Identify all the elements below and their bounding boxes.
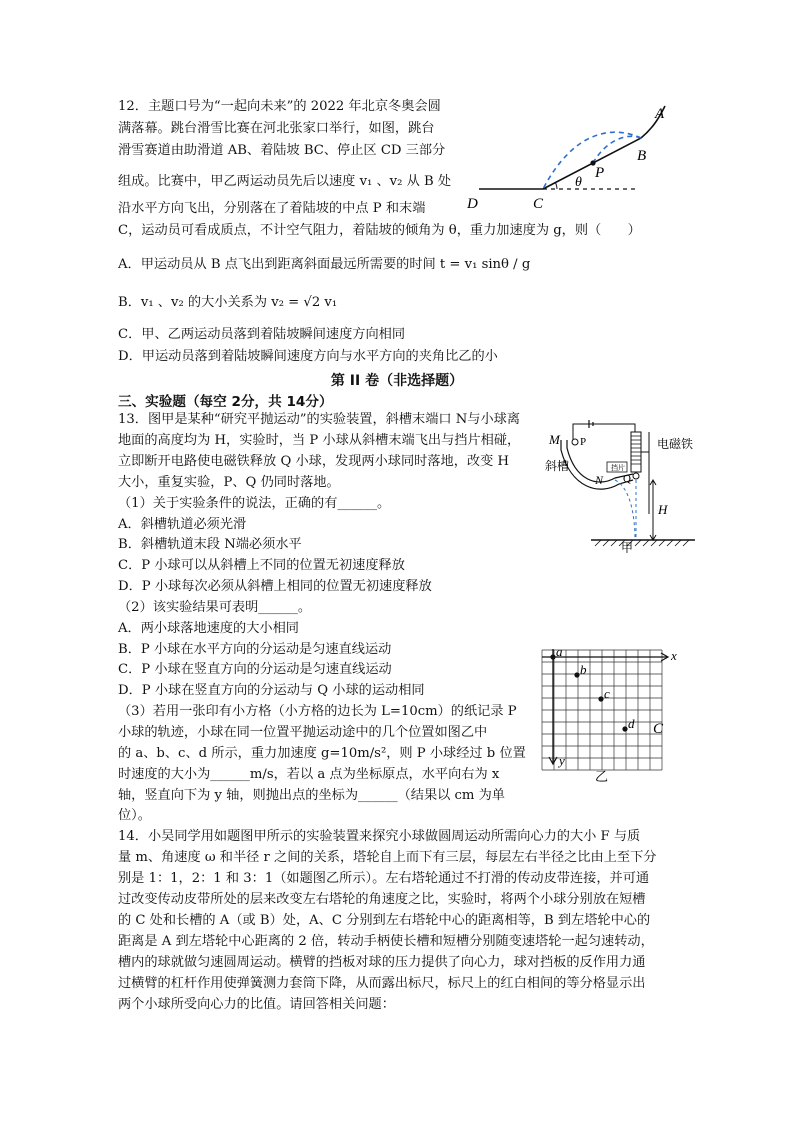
- label-c: C: [533, 196, 544, 212]
- q13-sub1: （1）关于实验条件的说法，正确的有______。: [118, 496, 391, 511]
- label-chute: 斜槽: [545, 459, 570, 473]
- point-a: [550, 654, 555, 659]
- q12-option-a: A．甲运动员从 B 点飞出到距离斜面最远所需要的时间 t = v₁ sinθ / g: [118, 257, 531, 272]
- figure-yi-caption: 乙: [595, 769, 609, 784]
- q14-line-3: 别是 1：1，2：1 和 3：1（如题图乙所示）。左右塔轮通过不打滑的传动皮带连接，并可通: [118, 871, 650, 886]
- q13-sub2-option-d: D．P 小球在竖直方向的分运动与 Q 小球的运动相同: [118, 683, 425, 698]
- q12-option-d: D．甲运动员落到着陆坡瞬间速度方向与水平方向的夹角比乙的小: [118, 349, 498, 364]
- electromagnet-coil: [631, 436, 641, 464]
- section-2-title: 第 II 卷（非选择题）: [330, 373, 464, 389]
- label-y-axis: y: [559, 753, 565, 768]
- label-a-point: a: [556, 645, 563, 659]
- square-grid: [542, 650, 662, 770]
- q14-line-9: 两个小球所受向心力的比值。请回答相关问题：: [118, 997, 395, 1012]
- q13-sub3-line-6: 位）。: [118, 808, 151, 823]
- q14-line-2: 量 m、角速度 ω 和半径 r 之间的关系，塔轮自上而下有三层，每层左右半径之比由上至下分: [118, 850, 657, 865]
- label-a: A: [655, 106, 665, 122]
- q14-line-4: 过改变传动皮带所处的层来改变左右塔轮的角速度之比，实验时，将两个小球分别放在短槽: [118, 892, 646, 907]
- q12-option-b: B．v₁ 、v₂ 的大小关系为 v₂ = √2 v₁: [118, 295, 338, 310]
- q13-line-3: 立即断开电路使电磁铁释放 Q 小球，发现两小球同时落地，改变 H: [118, 454, 509, 469]
- label-m: M: [549, 432, 560, 447]
- q12-line-1: 12．主题口号为“一起向未来”的 2022 年北京冬奥会圆: [118, 99, 441, 114]
- q13-sub1-option-d: D．P 小球每次必须从斜槽上相同的位置无初速度释放: [118, 579, 432, 594]
- q14-line-7: 槽内的球就做匀速圆周运动。横臂的挡板对球的压力提供了向心力，球对挡板的反作用力通: [118, 955, 646, 970]
- q13-sub1-option-a: A．斜槽轨道必须光滑: [118, 517, 247, 532]
- q14-line-8: 过横臂的杠杆作用使弹簧测力套筒下降，从而露出标尺，标尺上的红白相间的等分格显示出: [118, 976, 646, 991]
- q14-line-1: 14．小吴同学用如题图甲所示的实验装置来探究小球做圆周运动所需向心力的大小 F 与质: [118, 829, 641, 844]
- q13-sub3-line-3: 的 a、b、c、d 所示，重力加速度 g=10m/s²，则 P 小球经过 b 位置: [118, 746, 526, 761]
- label-p-ball: P: [580, 436, 587, 448]
- q12-line-3: 滑雪赛道由助滑道 AB、着陆坡 BC、停止区 CD 三部分: [118, 143, 446, 158]
- label-c-point: c: [604, 686, 610, 701]
- q13-sub1-option-b: B．斜槽轨道末段 N端必须水平: [118, 537, 302, 552]
- q12-line-2: 满落幕。跳台滑雪比赛在河北张家口举行，如图，跳台: [118, 121, 435, 136]
- ground-hatching: [595, 540, 689, 546]
- q13-sub1-option-c: C．P 小球可以从斜槽上不同的位置无初速度释放: [118, 558, 405, 573]
- label-electromagnet: 电磁铁: [657, 437, 694, 451]
- label-c-side: C: [653, 721, 664, 737]
- q13-sub2-option-c: C．P 小球在竖直方向的分运动是匀速直线运动: [118, 662, 392, 677]
- grid-figure: [535, 645, 685, 785]
- point-d: [622, 726, 627, 731]
- q14-line-6: 距离是 A 到左塔轮中心距离的 2 倍，转动手柄使长槽和短槽分别随变速塔轮一起匀速转动，: [118, 934, 654, 949]
- q13-sub2-option-b: B．P 小球在水平方向的分运动是匀速直线运动: [118, 642, 392, 657]
- q12-line-5: 沿水平方向飞出，分别落在了着陆坡的中点 P 和末端: [118, 201, 426, 216]
- label-theta: θ: [575, 175, 582, 190]
- label-x-axis: x: [671, 648, 677, 663]
- trajectory-p: [615, 480, 635, 540]
- experiment-section-heading: 三、实验题（每空 2分，共 14分）: [118, 394, 333, 410]
- label-p: P: [595, 165, 605, 181]
- q13-sub3-line-5: 轴，竖直向下为 y 轴，则抛出点的坐标为______（结果以 cm 为单: [118, 788, 505, 803]
- label-b: B: [637, 148, 647, 164]
- ball-p: [572, 439, 578, 445]
- label-n: N: [595, 473, 604, 487]
- q13-sub3-line-4: 时速度的大小为______m/s，若以 a 点为坐标原点，水平向右为 x: [118, 767, 500, 782]
- q12-line-6: C，运动员可看成质点，不计空气阻力，着陆坡的倾角为 θ，重力加速度为 g，则（ ）: [118, 223, 641, 238]
- q14-line-5: 的 C 处和长槽的 A（或 B）处，A、C 分别到左右塔轮中心的距离相等，B 到左塔轮中心的: [118, 913, 651, 928]
- figure-jia-caption: 甲: [621, 541, 634, 553]
- ski-jump-figure: [465, 100, 675, 215]
- q13-sub3-line-2: 小球的轨迹，小球在同一位置平抛运动途中的几个位置如图乙中: [118, 725, 488, 740]
- label-b-point: b: [580, 662, 587, 677]
- apparatus-figure: [545, 418, 725, 553]
- angle-arc: [555, 182, 557, 189]
- point-c: [598, 696, 603, 701]
- label-q-ball: Q: [623, 473, 631, 485]
- q13-line-2: 地面的高度均为 H，实验时，当 P 小球从斜槽末端飞出与挡片相碰，: [118, 433, 521, 448]
- label-d-point: d: [628, 716, 635, 731]
- label-h: H: [658, 502, 668, 517]
- ball-q: [633, 473, 639, 479]
- point-b: [574, 672, 579, 677]
- q12-option-c: C．甲、乙两运动员落到着陆坡瞬间速度方向相同: [118, 327, 406, 342]
- q13-sub2: （2）该实验结果可表明______。: [118, 600, 312, 615]
- q13-line-1: 13．图甲是某种“研究平抛运动”的实验装置，斜槽末端口 N与小球离: [118, 412, 521, 427]
- q12-line-4: 组成。比赛中，甲乙两运动员先后以速度 v₁ 、v₂ 从 B 处: [118, 174, 452, 189]
- q13-sub2-option-a: A．两小球落地速度的大小相同: [118, 621, 299, 636]
- q13-sub3-line-1: （3）若用一张印有小方格（小方格的边长为 L=10cm）的纸记录 P: [118, 704, 517, 719]
- label-baffle: 挡片: [611, 464, 625, 472]
- q13-line-4: 大小，重复实验，P、Q 仍同时落地。: [118, 475, 340, 490]
- label-d: D: [467, 196, 478, 212]
